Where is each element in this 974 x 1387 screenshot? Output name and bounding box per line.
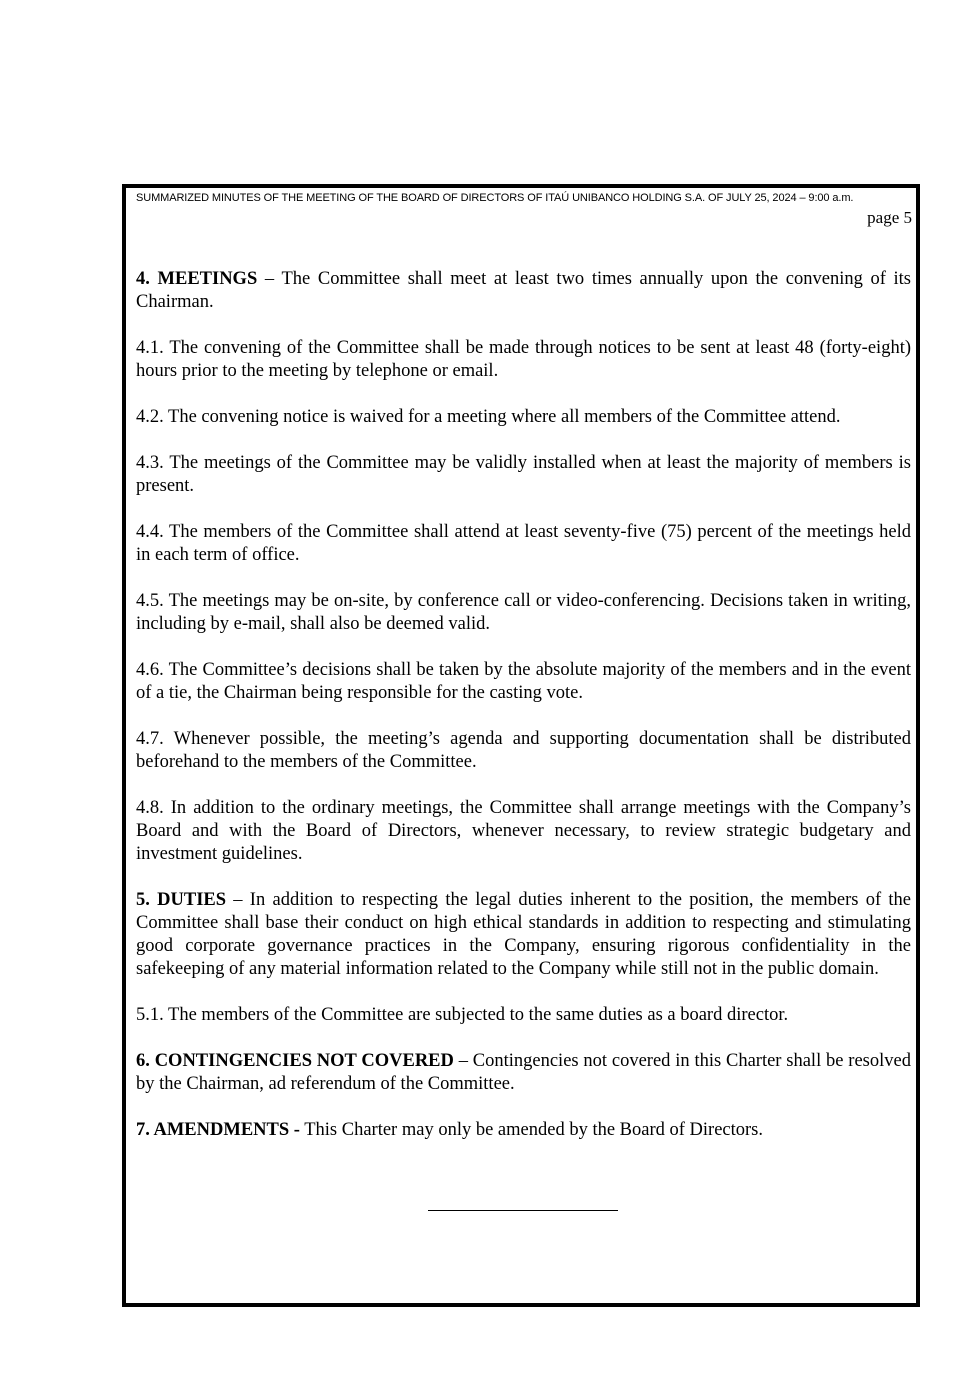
section-7-amendments (136, 1119, 911, 1142)
clause-4-1: 4.1. The convening of the Committee shall be made through notices to be sent at least 48 (forty-eight) hours prior to the meeting by telephone or email. (136, 338, 911, 381)
section-5-duties (136, 889, 911, 981)
clause-4-4: 4.4. The members of the Committee shall attend at least seventy-five (75) percent of the meetings held in each term of office. (136, 522, 911, 565)
section-4-meetings (136, 268, 911, 314)
section-heading: 5. DUTIES (136, 890, 227, 910)
document-body (136, 268, 911, 1165)
page-number: page 5 (867, 208, 912, 227)
clause-4-3: 4.3. The meetings of the Committee may be validly installed when at least the majority of members is present. (136, 453, 911, 496)
section-text: – In addition to respecting the legal duties inherent to the position, the members of the Committee shall base their conduct on high ethical standards in addition to respecting and stimulating good corporate governance practices in the Company, ensuring rigorous confidentiality in the safekeeping of any material information related to the Company while still not in the public domain. (136, 890, 911, 979)
clause-4-8: 4.8. In addition to the ordinary meetings, the Committee shall arrange meetings with the Company’s Board and with the Board of Directors, whenever necessary, to review strategic budgetary and investment guidelines. (136, 798, 911, 864)
section-6-contingencies (136, 1050, 911, 1096)
clause-4-6: 4.6. The Committee’s decisions shall be taken by the absolute majority of the members and in the event of a tie, the Chairman being responsible for the casting vote. (136, 660, 911, 703)
section-text: This Charter may only be amended by the Board of Directors. (299, 1120, 763, 1140)
section-text: – The Committee shall meet at least two times annually upon the convening of its Chairman. (136, 269, 912, 312)
section-heading: 6. CONTINGENCIES NOT COVERED (136, 1051, 454, 1071)
section-heading: 7. AMENDMENTS - (136, 1120, 300, 1140)
clause-4-7: 4.7. Whenever possible, the meeting’s agenda and supporting documentation shall be distributed beforehand to the members of the Committee. (136, 729, 911, 772)
document-header-title: SUMMARIZED MINUTES OF THE MEETING OF THE BOARD OF DIRECTORS OF ITAÚ UNIBANCO HOLDING S.A. OF JULY 25, 2024 – 9:00 a.m. (136, 192, 854, 204)
section-text: – Contingencies not covered in this Charter shall be resolved by the Chairman, ad referendum of the Committee. (136, 1051, 911, 1094)
closing-rule-line (428, 1210, 618, 1211)
section-heading: 4. MEETINGS (136, 269, 258, 289)
document-frame (122, 184, 920, 1307)
clause-4-2: 4.2. The convening notice is waived for a meeting where all members of the Committee attend. (136, 407, 841, 427)
clause-5-1: 5.1. The members of the Committee are subjected to the same duties as a board director. (136, 1005, 789, 1025)
clause-4-5: 4.5. The meetings may be on-site, by conference call or video-conferencing. Decisions taken in writing, including by e-mail, shall also be deemed valid. (136, 591, 911, 634)
